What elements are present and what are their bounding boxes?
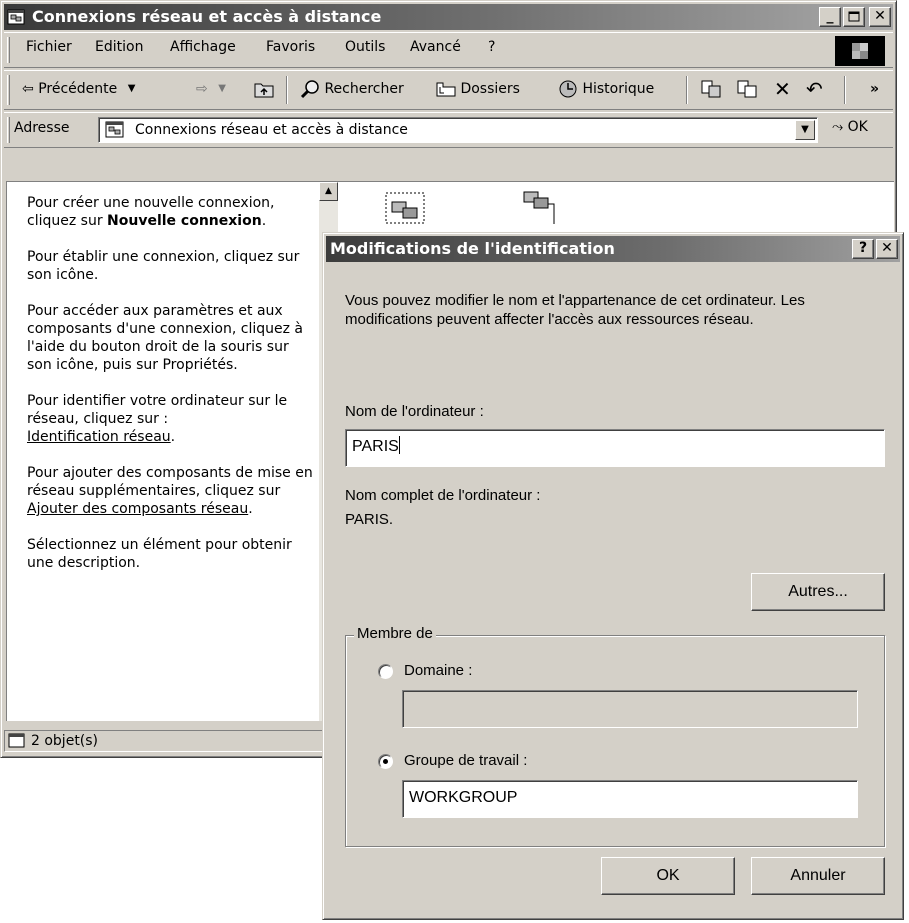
task-add-components-text: Pour ajouter des composants de mise en réseau supplémentaires, cliquez sur (27, 465, 313, 499)
task-new-connection (27, 194, 317, 230)
folders-icon (436, 80, 456, 98)
go-label: OK (847, 119, 868, 135)
computer-name-value: PARIS (352, 438, 399, 455)
search-icon (300, 79, 320, 99)
address-value: Connexions réseau et accès à distance (135, 122, 408, 138)
tasks-pane (6, 181, 338, 721)
status-field (4, 730, 334, 752)
new-connection-emphasis: Nouvelle connexion (107, 213, 262, 229)
address-folder-icon (105, 121, 125, 139)
task-add-components (27, 464, 317, 518)
toolbar-separator (286, 76, 288, 104)
address-input[interactable] (98, 117, 818, 143)
standard-toolbar (4, 70, 893, 110)
tasks-text (27, 194, 317, 590)
domain-radio[interactable] (378, 664, 393, 679)
up-folder-button[interactable] (254, 76, 274, 102)
address-dropdown-button[interactable]: ▼ (795, 120, 815, 140)
menu-outils[interactable]: Outils (345, 39, 386, 55)
computer-name-label: Nom de l'ordinateur : (345, 403, 484, 420)
toolbar-overflow-button[interactable]: » (870, 81, 880, 97)
network-folder-icon (7, 8, 25, 26)
delete-button[interactable] (774, 76, 791, 102)
full-name-value: PARIS. (345, 511, 394, 528)
menu-avance[interactable]: Avancé (410, 39, 461, 55)
history-label: Historique (582, 81, 655, 97)
address-bar (4, 112, 893, 148)
domain-label[interactable]: Domaine : (404, 662, 473, 679)
forward-button[interactable] (196, 76, 226, 102)
menu-bar (4, 32, 893, 68)
menu-edition[interactable]: Edition (95, 39, 144, 55)
forward-dropdown-icon[interactable]: ▼ (218, 83, 226, 94)
workgroup-label[interactable]: Groupe de travail : (404, 752, 528, 769)
task-identify-text: Pour identifier votre ordinateur sur le réseau, cliquez sur : (27, 393, 288, 427)
toolbar-grip[interactable] (7, 75, 10, 105)
network-identification-link[interactable]: Identification réseau (27, 429, 171, 445)
status-page-icon (8, 733, 26, 749)
move-to-button[interactable] (700, 76, 722, 102)
explorer-titlebar[interactable] (4, 4, 893, 30)
workgroup-input[interactable]: WORKGROUP (402, 780, 858, 818)
task-establish-connection: Pour établir une connexion, cliquez sur son icône. (27, 249, 300, 283)
search-label: Rechercher (324, 81, 404, 97)
copy-to-icon (736, 79, 758, 99)
folders-button[interactable] (436, 76, 520, 102)
menu-favoris[interactable]: Favoris (266, 39, 316, 55)
dialog-description: Vous pouvez modifier le nom et l'appartenance de cet ordinateur. Les modifications peuvent affecter l'accès aux ressources réseau. (345, 292, 805, 328)
toolbar-separator (686, 76, 688, 104)
delete-icon: ✕ (774, 77, 791, 101)
address-label: Adresse (14, 120, 70, 136)
task-new-connection-end: . (261, 213, 267, 229)
maximize-icon (848, 11, 860, 22)
maximize-button[interactable] (843, 7, 865, 27)
identification-dialog (322, 232, 904, 920)
forward-arrow-icon: ⇨ (196, 81, 208, 97)
workgroup-radio[interactable] (378, 754, 393, 769)
back-arrow-icon: ⇦ (22, 81, 34, 97)
dialog-title: Modifications de l'identification (330, 239, 615, 258)
computer-name-input[interactable] (345, 429, 885, 467)
text-caret (399, 436, 400, 454)
new-connection-icon[interactable] (383, 190, 427, 226)
undo-button[interactable] (806, 76, 823, 102)
member-of-label: Membre de (354, 625, 436, 642)
close-button[interactable]: ✕ (869, 7, 891, 27)
go-arrow-icon: ⤳ (832, 119, 844, 135)
go-button[interactable] (832, 119, 868, 135)
history-button[interactable] (558, 76, 654, 102)
dialog-titlebar[interactable] (326, 236, 900, 262)
more-button[interactable]: Autres... (751, 573, 885, 611)
task-new-connection-text: Pour créer une nouvelle connexion, cliquez sur (27, 195, 275, 229)
windows-logo (835, 36, 885, 66)
task-properties: Pour accéder aux paramètres et aux composants d'une connexion, cliquez à l'aide du bouton droit de la souris sur son icône, puis sur Propriétés. (27, 303, 303, 373)
radio-selected-dot (383, 759, 388, 764)
network-connection-icon[interactable] (518, 186, 562, 226)
up-folder-icon (254, 80, 274, 98)
menu-affichage[interactable]: Affichage (170, 39, 236, 55)
scroll-up-button[interactable]: ▲ (319, 182, 338, 201)
add-network-components-link[interactable]: Ajouter des composants réseau (27, 501, 249, 517)
toolbar-separator (844, 76, 846, 104)
move-to-icon (700, 79, 722, 99)
windows-flag-icon (852, 43, 868, 59)
history-icon (558, 79, 578, 99)
explorer-title: Connexions réseau et accès à distance (32, 7, 382, 26)
minimize-button[interactable]: _ (819, 7, 841, 27)
dialog-close-button[interactable]: ✕ (876, 239, 898, 259)
domain-input (402, 690, 858, 728)
help-button[interactable]: ? (852, 239, 874, 259)
undo-icon: ↶ (806, 77, 823, 101)
folders-label: Dossiers (460, 81, 520, 97)
task-identify-end: . (170, 429, 176, 445)
back-button[interactable] (22, 76, 135, 102)
address-grip[interactable] (7, 117, 10, 143)
back-label: Précédente (38, 81, 118, 97)
ok-button[interactable]: OK (601, 857, 735, 895)
menu-fichier[interactable]: Fichier (26, 39, 72, 55)
menu-grip[interactable] (7, 37, 10, 63)
search-button[interactable] (300, 76, 404, 102)
status-text: 2 objet(s) (31, 733, 99, 749)
menu-help[interactable]: ? (488, 39, 496, 55)
copy-to-button[interactable] (736, 76, 758, 102)
full-name-label: Nom complet de l'ordinateur : (345, 487, 541, 504)
task-select-item: Sélectionnez un élément pour obtenir une description. (27, 537, 292, 571)
member-of-group (345, 625, 885, 847)
task-identify (27, 392, 317, 446)
cancel-button[interactable]: Annuler (751, 857, 885, 895)
back-dropdown-icon[interactable]: ▼ (127, 83, 136, 94)
task-add-components-end: . (248, 501, 253, 517)
